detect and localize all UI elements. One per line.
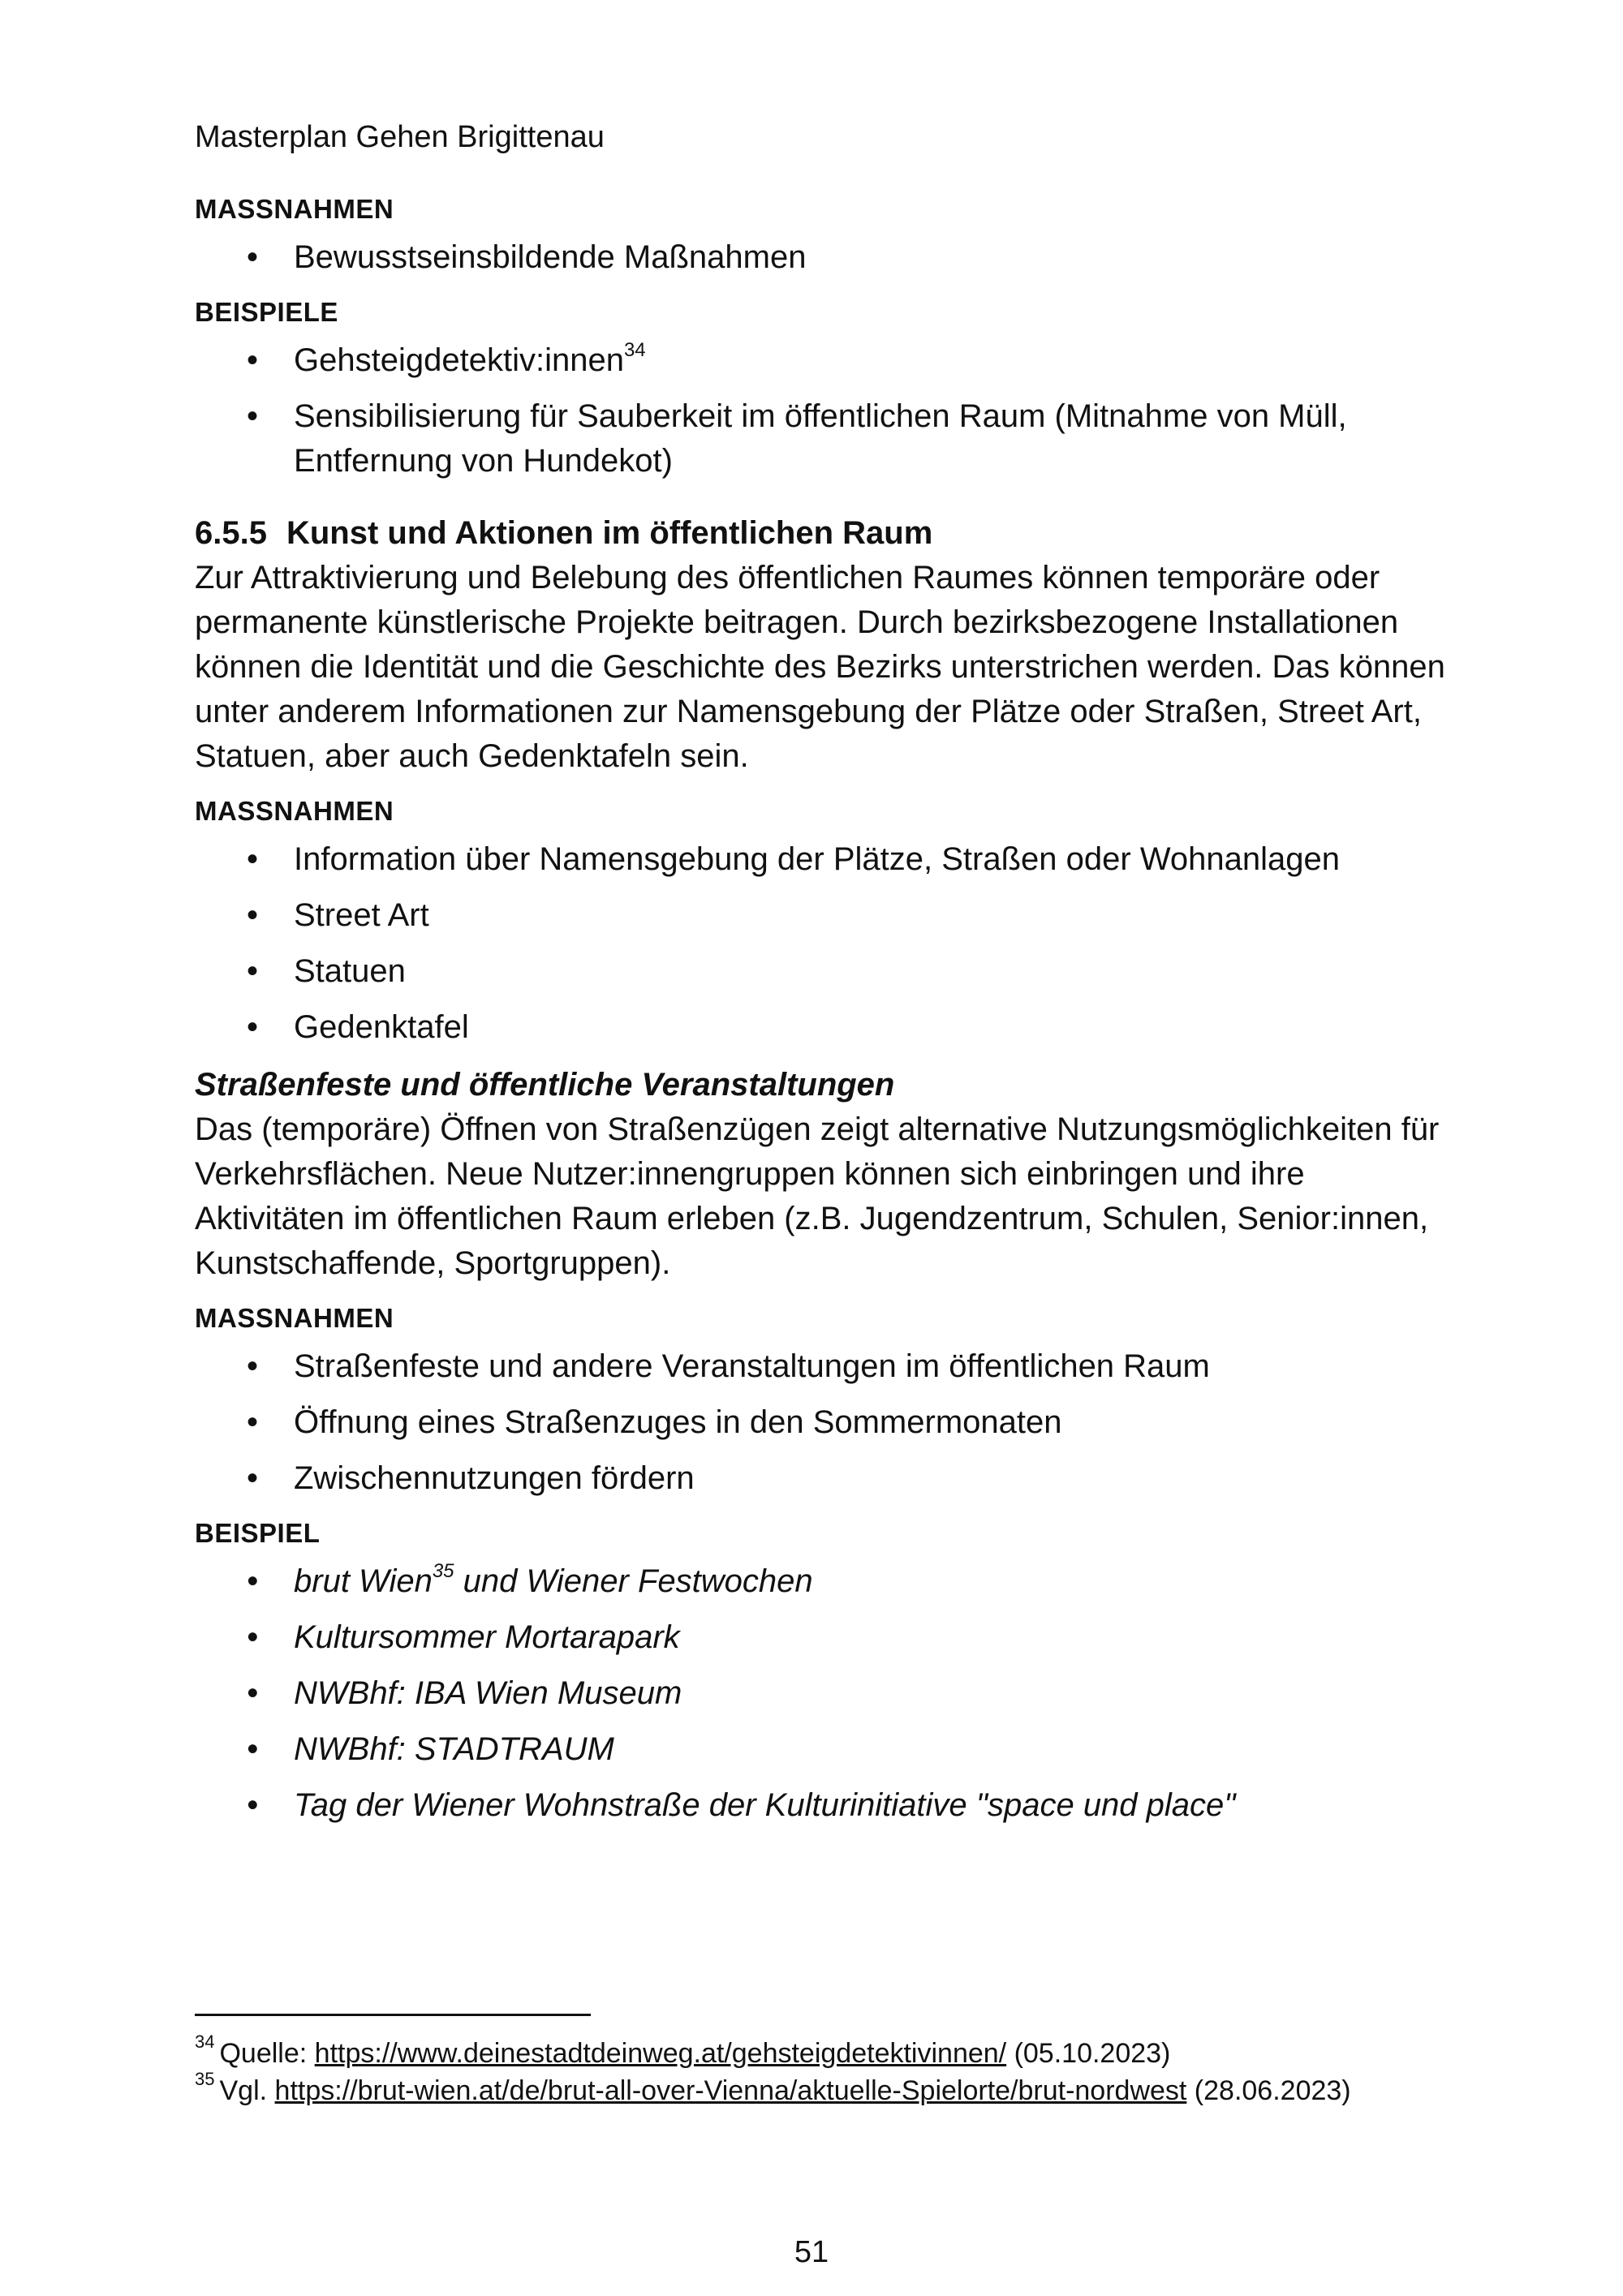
list-item: • Kultursommer Mortarapark [195, 1615, 1461, 1660]
list-item: • Statuen [195, 949, 1461, 994]
footnote-suffix: (05.10.2023) [1006, 2038, 1171, 2069]
massnahmen-list [195, 235, 1461, 280]
list-item: • Öffnung eines Straßenzuges in den Sommermonaten [195, 1400, 1461, 1445]
list-item: • NWBhf: IBA Wien Museum [195, 1671, 1461, 1716]
footnote-number: 35 [195, 2068, 215, 2089]
list-item: • Straßenfeste und andere Veranstaltungen im öffentlichen Raum [195, 1344, 1461, 1389]
page-content [195, 188, 1461, 1839]
list-item [195, 1559, 1461, 1604]
list-item-text: Gehsteigdetektiv:innen [294, 342, 624, 378]
subsection-paragraph: Das (temporäre) Öffnen von Straßenzügen zeigt alternative Nutzungsmöglichkeiten für Verkehrsflächen. Neue Nutzer:innengruppen können sich einbringen und ihre Aktivitäten im öffentlichen Raum erleben (z.B. Jugendzentrum, Schulen, Senior:innen, Kunstschaffende, Sportgruppen). [195, 1111, 1440, 1281]
running-header: Masterplan Gehen Brigittenau [195, 120, 605, 154]
footnote-34 [195, 2031, 1461, 2072]
footnote-link[interactable]: https://www.deinestadtdeinweg.at/gehsteigdetektivinnen/ [314, 2038, 1007, 2069]
massnahmen-label: MASSNAHMEN [195, 194, 394, 224]
beispiele-label: BEISPIELE [195, 297, 338, 327]
massnahmen-label: MASSNAHMEN [195, 1303, 394, 1333]
footnote-prefix: Quelle: [219, 2038, 315, 2069]
footnote-number: 34 [195, 2031, 215, 2052]
beispiel-label: BEISPIEL [195, 1518, 321, 1548]
footnotes [195, 2031, 1461, 2109]
list-item-text: brut Wien [294, 1563, 433, 1599]
list-item: • Bewusstseinsbildende Maßnahmen [195, 235, 1461, 280]
page-number: 51 [794, 2235, 829, 2269]
list-item: • Gedenktafel [195, 1005, 1461, 1050]
footnote-prefix: Vgl. [219, 2075, 275, 2106]
beispiel-list [195, 1559, 1461, 1828]
footnote-ref-35[interactable]: 35 [432, 1559, 454, 1582]
footnote-ref-34[interactable]: 34 [623, 338, 646, 361]
list-item: • NWBhf: STADTRAUM [195, 1727, 1461, 1772]
footnote-link[interactable]: https://brut-wien.at/de/brut-all-over-Vienna/aktuelle-Spielorte/brut-nordwest [274, 2075, 1187, 2106]
massnahmen-list [195, 837, 1461, 1050]
massnahmen-label: MASSNAHMEN [195, 796, 394, 826]
list-item: • Sensibilisierung für Sauberkeit im öffentlichen Raum (Mitnahme von Müll, Entfernung von Hundekot) [195, 394, 1461, 484]
section-heading [195, 511, 1461, 556]
list-item: • Information über Namensgebung der Plätze, Straßen oder Wohnanlagen [195, 837, 1461, 882]
section-number: 6.5.5 [195, 515, 267, 551]
list-item: • Zwischennutzungen fördern [195, 1456, 1461, 1501]
subsection-heading: Straßenfeste und öffentliche Veranstaltungen [195, 1067, 895, 1103]
massnahmen-list [195, 1344, 1461, 1501]
section-paragraph: Zur Attraktivierung und Belebung des öffentlichen Raumes können temporäre oder permanente künstlerische Projekte beitragen. Durch bezirksbezogene Installationen können die Identität und die Geschichte des Bezirks unterstrichen werden. Das können unter anderem Informationen zur Namensgebung der Plätze oder Straßen, Street Art, Statuen, aber auch Gedenktafeln sein. [195, 560, 1445, 774]
beispiele-list [195, 338, 1461, 484]
section-title: Kunst und Aktionen im öffentlichen Raum [286, 515, 933, 551]
footnote-separator [195, 2014, 591, 2016]
list-item: • Street Art [195, 893, 1461, 938]
footnote-35 [195, 2068, 1461, 2109]
list-item-text: und Wiener Festwochen [454, 1563, 813, 1599]
footnote-suffix: (28.06.2023) [1186, 2075, 1351, 2106]
list-item [195, 338, 1461, 383]
list-item: • Tag der Wiener Wohnstraße der Kulturinitiative "space und place" [195, 1783, 1461, 1828]
